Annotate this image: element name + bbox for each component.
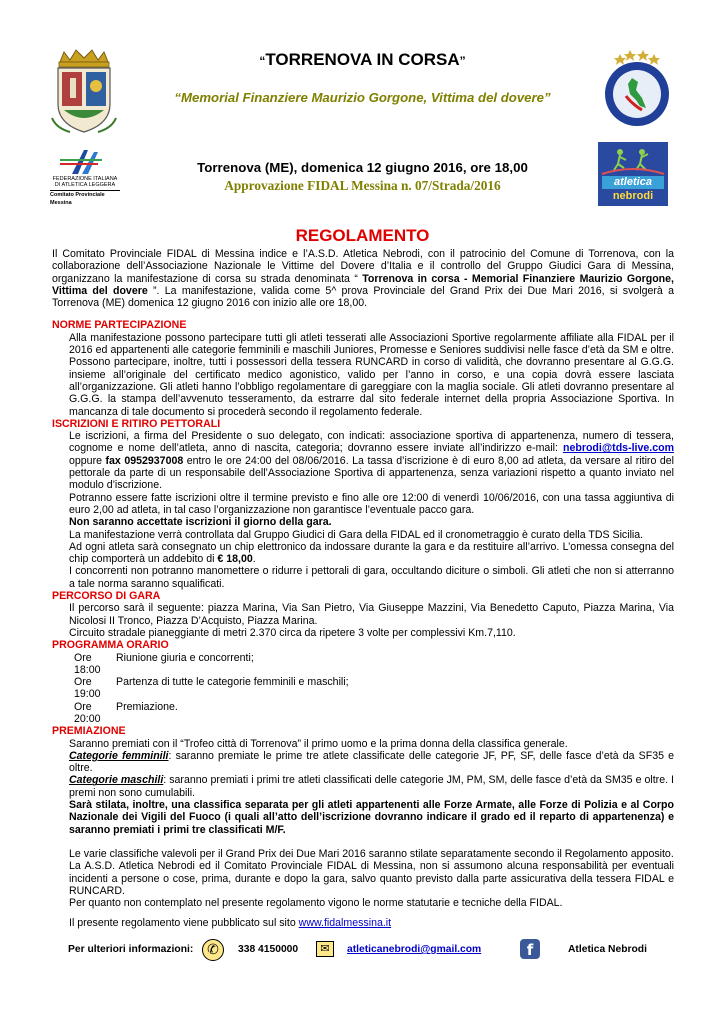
phone-number[interactable]: 338 4150000 xyxy=(238,944,299,955)
premiazione-forze-armate: Sarà stilata, inoltre, una classifica separata per gli atleti appartenenti alle Forze Armate, alle Forze di Polizia e al Corpo Nazionale dei Vigili del Fuoco (i quali all’atto dell’iscrizione dovranno indicare il grado ed il reparto di appartenenza) e saranno premiati i primi tre classificati M/F. xyxy=(69,799,674,836)
iscrizioni-text-a: Le iscrizioni, a firma del Presidente o suo delegato, con indicati: associazione sportiva di appartenenza, numero di tessera, cognome e nome dell’atleta, anno di nascita, categoria; dovranno essere inviate all’indirizzo e-mail: xyxy=(69,430,674,455)
footer-email-link[interactable]: atleticanebrodi@gmail.com xyxy=(347,944,482,955)
fidal-logo-line-1: FEDERAZIONE ITALIANA xyxy=(52,176,118,182)
schedule-desc: Riunione giuria e concorrenti; xyxy=(116,651,254,664)
percorso-heading: PERCORSO DI GARA xyxy=(52,590,161,603)
programma-heading: PROGRAMMA ORARIO xyxy=(52,639,169,652)
iscrizioni-heading: ISCRIZIONI E RITIRO PETTORALI xyxy=(52,417,221,430)
fidal-site-link[interactable]: www.fidalmessina.it xyxy=(298,917,392,930)
schedule-desc: Premiazione. xyxy=(116,700,178,713)
closing-paragraph-2: La A.S.D. Atletica Nebrodi ed il Comitato Provinciale FIDAL di Messina, non si assumono alcuna responsabilità per eventuali incidenti a persone o cose, prima, durante e dopo la gara, salvo quanto previsto dalla parte assicurativa della tessera FIDAL e RUNCARD. xyxy=(69,860,674,897)
envelope-icon: ✉ xyxy=(316,941,334,957)
regulation-body xyxy=(52,248,674,930)
nebrodi-logo-text-1: atletica xyxy=(602,176,664,189)
event-date-line: Torrenova (ME), domenica 12 giugno 2016, ore 18,00 xyxy=(197,160,528,175)
femminili-text: : saranno premiate le prime tre atlete classificate delle categorie JF, PF, SF, delle fasce d’età da SF35 e oltre. xyxy=(69,749,675,775)
facebook-name[interactable]: Atletica Nebrodi xyxy=(568,944,647,955)
iscrizioni-paragraph-1 xyxy=(52,430,674,491)
schedule-item xyxy=(52,701,674,726)
fidal-approval: Approvazione FIDAL Messina n. 07/Strada/2016 xyxy=(224,178,501,193)
iscrizioni-text-b: oppure xyxy=(69,454,106,467)
iscrizioni-fax: fax 0952937008 xyxy=(105,454,184,467)
norme-text: Alla manifestazione possono partecipare tutti gli atleti tesserati alle Associazioni Sportive regolarmente affiliate alla FIDAL per il 2016 ed appartenenti alle categorie femminili e maschili Juniores, Promesse e Seniores suddivisi nelle fasce d’età da SM e oltre. Possono partecipare, inoltre, tutti i possessori della tessera RUNCARD in corso di validità, che dovranno presentare al G.G.G. insieme all’originale del certificato medico agonistico, valido per l’anno in corso, e una copia dovrà essere lasciata all’organizzazione. Gli atleti hanno l’obbligo regolamentare di gareggiare con la maglia sociale. Gli atleti dovranno presentare al G.G.G. la stampa dell’avvenuto tesseramento, da estrarre dal sito federale internet della propria Associazione Sportiva. In mancanza di tale documento si procederà secondo il regolamento federale. xyxy=(69,331,674,418)
title-quote-close: ” xyxy=(459,54,466,68)
page-title xyxy=(0,50,725,70)
premiazione-femminili xyxy=(52,750,674,775)
maschili-text: : saranno premiati i primi tre atleti classificati delle categorie JM, PM, SM, delle fasce d’età da SM35 e oltre. I premi non sono cumulabili. xyxy=(69,774,674,799)
iscrizioni-paragraph-3: Non saranno accettate iscrizioni il giorno della gara. xyxy=(69,516,332,529)
closing-paragraph-4 xyxy=(52,917,674,929)
schedule-time: Ore 20:00 xyxy=(74,700,101,725)
chip-text: Ad ogni atleta sarà consegnato un chip elettronico da indossare durante la gara e da restituire all’arrivo. L’omessa consegna del chip comporterà un addebito di xyxy=(69,540,674,566)
intro-text-2: ”. La manifestazione, valida come 5^ prova Provinciale del Grand Prix dei Due Mari 2016, si svolgerà a Torrenova (ME) domenica 12 giugno 2016 con inizio alle ore 18,00. xyxy=(52,284,674,310)
fidal-logo xyxy=(50,146,120,204)
title-text: TORRENOVA IN CORSA xyxy=(265,50,460,69)
maschili-label: Categorie maschili xyxy=(69,774,164,787)
fidal-logo-line-3: Comitato Provinciale Messina xyxy=(50,190,120,207)
intro-paragraph xyxy=(52,248,674,309)
premiazione-heading: PREMIAZIONE xyxy=(52,725,126,738)
percorso-paragraph-2: Circuito stradale pianeggiante di metri 2.370 circa da ripetere 3 volte per complessivi Km.7,110. xyxy=(69,626,516,639)
regolamento-heading: REGOLAMENTO xyxy=(295,226,430,245)
norme-heading: NORME PARTECIPAZIONE xyxy=(52,319,187,332)
closing-paragraph-3: Per quanto non contemplato nel presente regolamento vigono le norme statutarie e tecniche della FIDAL. xyxy=(69,897,563,910)
schedule-desc: Partenza di tutte le categorie femminili e maschili; xyxy=(116,676,349,689)
schedule-item xyxy=(52,652,674,677)
iscrizioni-paragraph-2: Potranno essere fatte iscrizioni oltre il termine previsto e fino alle ore 12:00 di venerdì 10/06/2016, con una tassa aggiuntiva di euro 2,00 ad atleta, in tal caso l’organizzazione non garantisce l’eventuale pacco gara. xyxy=(69,491,674,516)
memorial-subtitle: “Memorial Finanziere Maurizio Gorgone, Vittima del dovere” xyxy=(174,90,551,105)
chip-text-end: . xyxy=(252,553,256,566)
intro-text-1: Il Comitato Provinciale FIDAL di Messina indice e l’A.S.D. Atletica Nebrodi, con il patrocinio del Comune di Torrenova, con la collaborazione dell’Associazione Nazionale le Vittime del Dovere d’Italia e il controllo del Gruppo Giudici Gara di Messina, organizzano la manifestazione di corsa su strada denominata “ xyxy=(52,248,674,285)
premiazione-paragraph-1: Saranno premiati con il “Trofeo città di Torrenova” il primo uomo e la prima donna della classifica generale. xyxy=(69,737,568,750)
fidal-logo-line-2: DI ATLETICA LEGGERA xyxy=(54,182,116,188)
iscrizioni-email-link[interactable]: nebrodi@tds-live.com xyxy=(563,442,674,455)
nebrodi-logo-text-2: nebrodi xyxy=(612,190,654,202)
title-quote-open: “ xyxy=(259,54,266,68)
phone-icon: ✆ xyxy=(202,939,224,961)
schedule-time: Ore 19:00 xyxy=(74,676,101,701)
closing-paragraph-1: Le varie classifiche valevoli per il Grand Prix dei Due Mari 2016 saranno stilate separatamente secondo il Regolamento apposito. xyxy=(69,847,674,860)
schedule-item xyxy=(52,676,674,701)
percorso-paragraph-1: Il percorso sarà il seguente: piazza Marina, Via San Pietro, Via Giuseppe Mazzini, Via Benedetto Caputo, Piazza Marina, Via Nicolosi II Tronco, Piazza D’Acquisto, Piazza Marina. xyxy=(69,602,674,627)
femminili-label: Categorie femminili xyxy=(69,749,169,762)
iscrizioni-paragraph-4: La manifestazione verrà controllata dal Gruppo Giudici di Gara della FIDAL ed il cronometraggio è curato della TDS Sicilia. xyxy=(69,528,644,541)
iscrizioni-paragraph-6: I concorrenti non potranno manomettere o ridurre i pettorali di gara, occultando diciture o simboli. Gli atleti che non si atterranno a tale norma saranno squalificati. xyxy=(69,565,674,590)
premiazione-maschili xyxy=(52,774,674,799)
chip-fee: € 18,00 xyxy=(217,553,253,566)
contact-footer xyxy=(68,941,668,963)
info-label: Per ulteriori informazioni: xyxy=(68,944,194,955)
facebook-icon[interactable]: f xyxy=(520,939,540,959)
site-text: Il presente regolamento viene pubblicato sul sito xyxy=(69,917,299,930)
iscrizioni-paragraph-5 xyxy=(52,541,674,566)
intro-event-name: Torrenova in corsa - Memorial Finanziere Maurizio Gorgone, Vittima del dovere xyxy=(52,272,674,297)
schedule-time: Ore 18:00 xyxy=(74,651,101,676)
iscrizioni-text-c: entro le ore 24:00 del 08/06/2016. La tassa d’iscrizione è di euro 8,00 ad atleta, da versare al ritiro del pettorale da parte di un responsabile dell’Associazione Sportiva di appartenenza, senza variazioni rispetto a quanto inviato nel modulo d’iscrizione. xyxy=(69,454,674,492)
